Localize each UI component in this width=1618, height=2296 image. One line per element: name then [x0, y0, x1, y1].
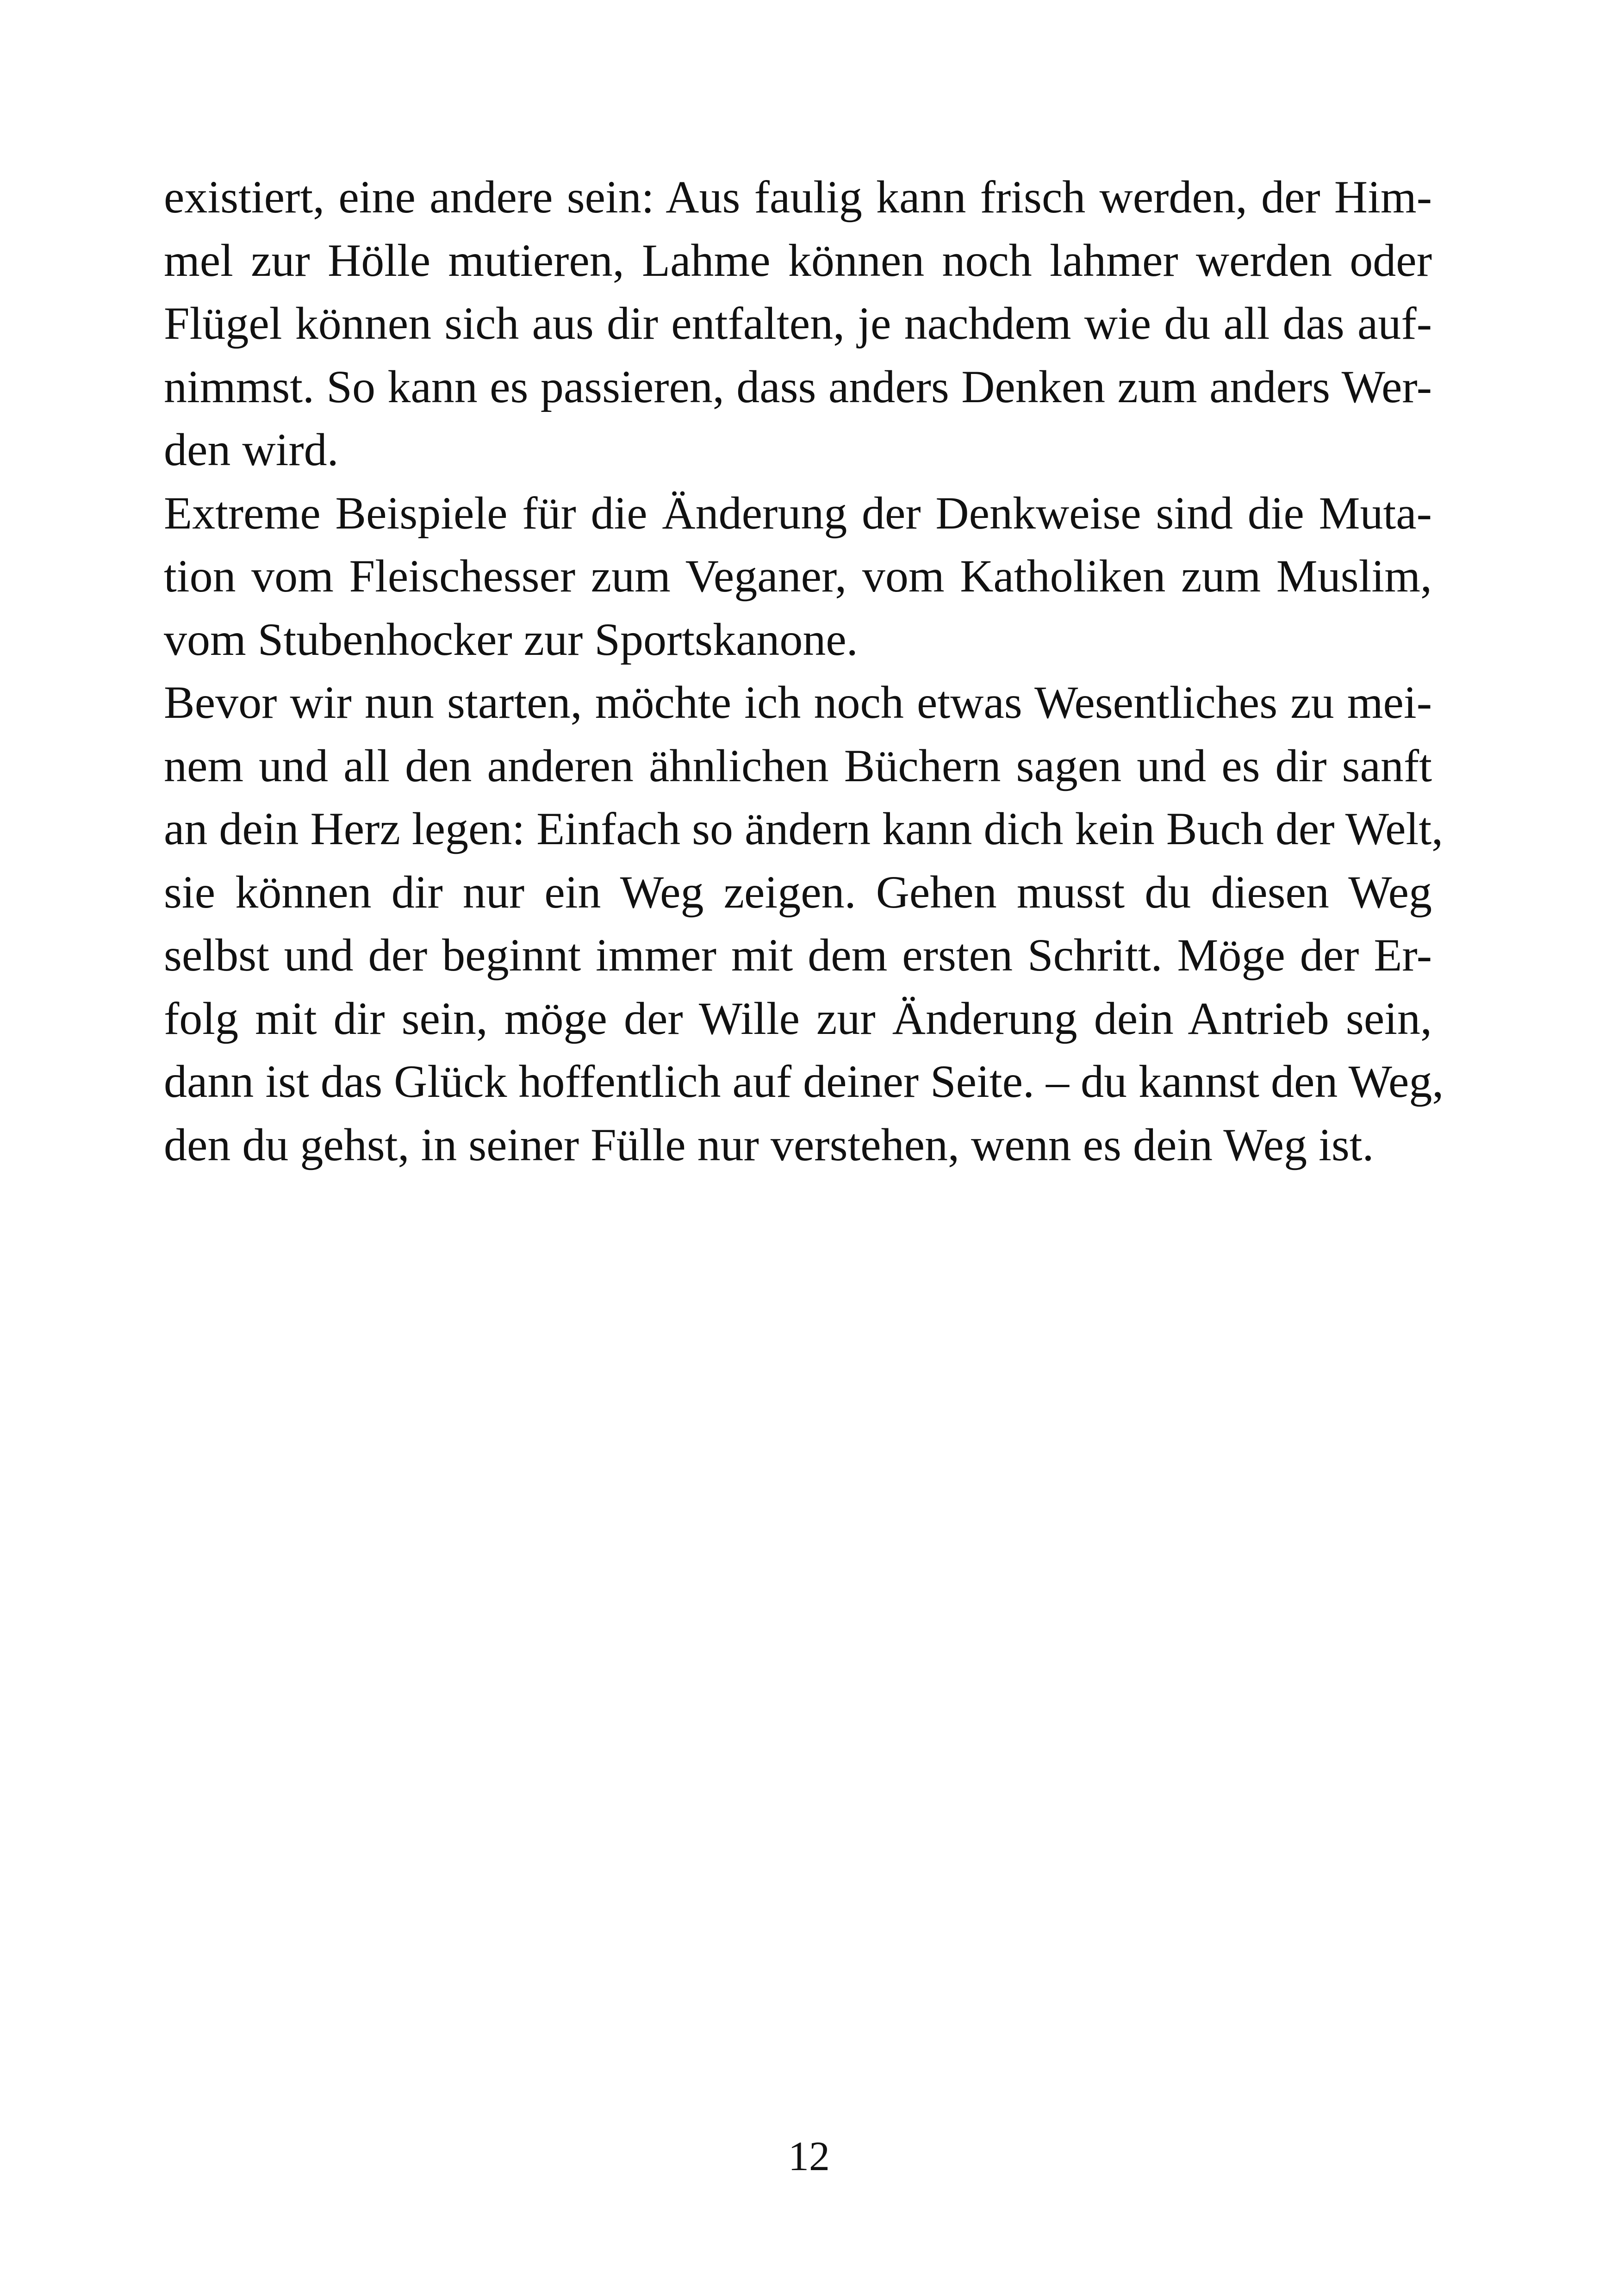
text-line: den wird.: [164, 424, 339, 475]
paragraph-2: [164, 482, 1432, 672]
text-line: mel zur Hölle mutieren, Lahme können noch lahmer werden oder: [164, 234, 1432, 286]
text-line: folg mit dir sein, möge der Wille zur Änderung dein Antrieb sein,: [164, 992, 1432, 1044]
text-line: selbst und der beginnt immer mit dem ersten Schritt. Möge der Er-: [164, 929, 1432, 981]
text-line: tion vom Fleischesser zum Veganer, vom Katholiken zum Muslim,: [164, 550, 1432, 602]
text-line: vom Stubenhocker zur Sportskanone.: [164, 613, 858, 665]
text-line: an dein Herz legen: Einfach so ändern kann dich kein Buch der Welt,: [164, 803, 1444, 854]
text-line: sie können dir nur ein Weg zeigen. Gehen musst du diesen Weg: [164, 866, 1432, 918]
text-line: existiert, eine andere sein: Aus faulig kann frisch werden, der Him-: [164, 171, 1432, 223]
text-line: Bevor wir nun starten, möchte ich noch etwas Wesentliches zu mei-: [164, 677, 1432, 728]
text-line: Extreme Beispiele für die Änderung der Denkweise sind die Muta-: [164, 487, 1432, 539]
page-number: 12: [788, 2134, 830, 2179]
paragraph-3: [164, 671, 1444, 1176]
text-line: Flügel können sich aus dir entfalten, je nachdem wie du all das auf-: [164, 298, 1432, 349]
text-line: den du gehst, in seiner Fülle nur verstehen, wenn es dein Weg ist.: [164, 1119, 1374, 1170]
text-line: nimmst. So kann es passieren, dass anders Denken zum anders Wer-: [164, 361, 1432, 412]
text-line: dann ist das Glück hoffentlich auf deiner Seite. – du kannst den Weg,: [164, 1056, 1444, 1107]
paragraph-1: [164, 166, 1432, 482]
body-text: [164, 166, 1444, 1176]
text-line: nem und all den anderen ähnlichen Büchern sagen und es dir sanft: [164, 740, 1432, 791]
